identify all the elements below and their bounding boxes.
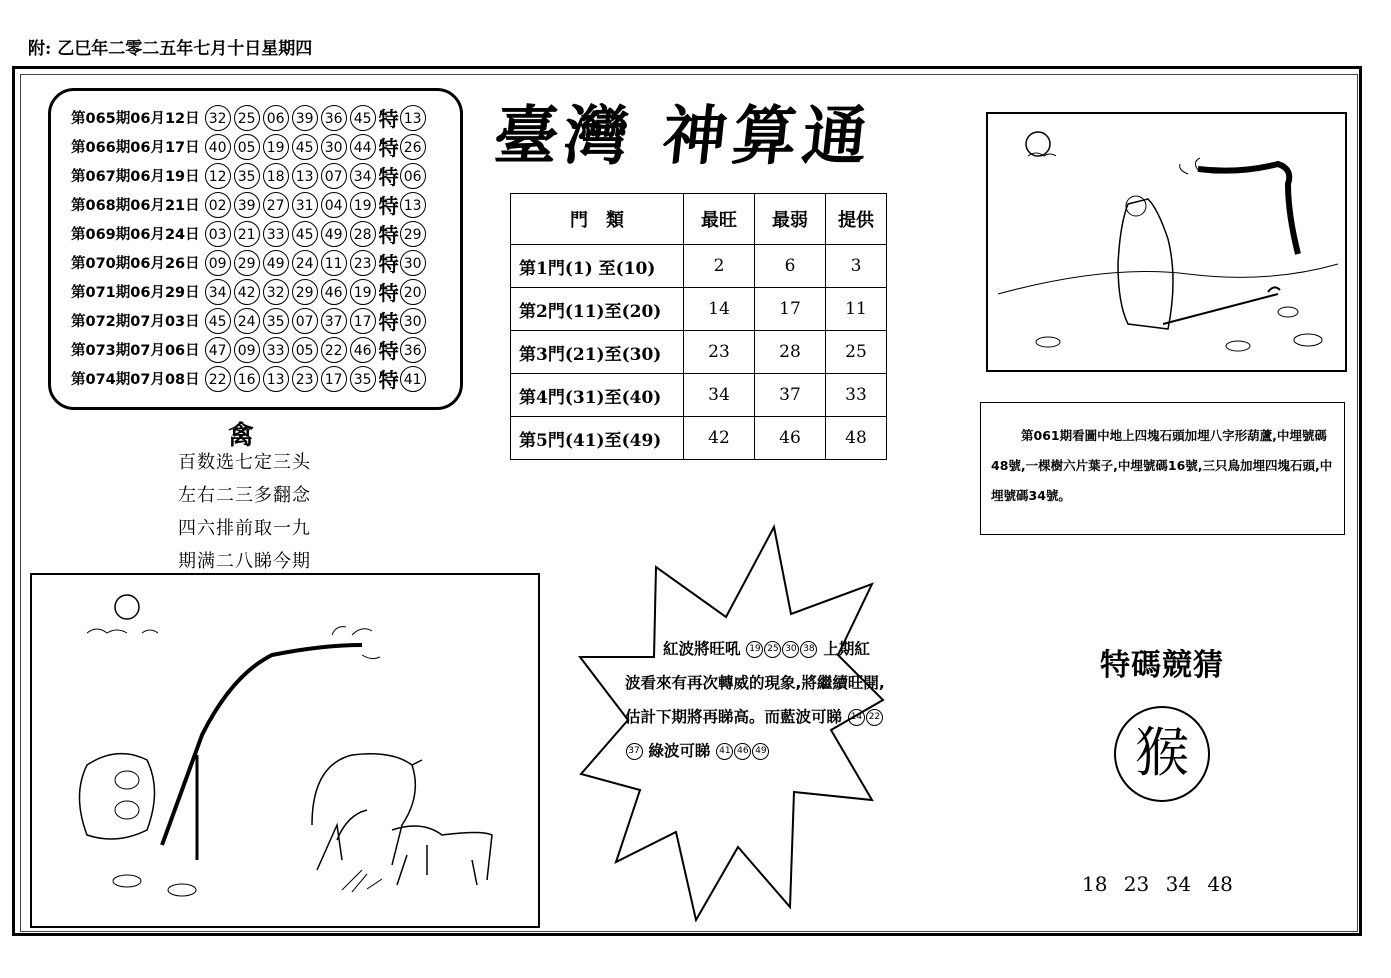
history-row (71, 190, 426, 219)
number-ball: 46 (350, 337, 376, 363)
number-ball: 03 (205, 221, 231, 247)
gate-min: 17 (755, 288, 826, 331)
special-label: 特 (378, 281, 399, 305)
number-ball: 45 (205, 308, 231, 334)
number-ball: 34 (350, 163, 376, 189)
goats-illustration (30, 573, 540, 928)
red-number: 30 (782, 641, 799, 658)
history-row (71, 219, 426, 248)
number-ball: 24 (292, 250, 318, 276)
red-number: 19 (746, 641, 763, 658)
header-max: 最旺 (684, 194, 755, 245)
red-number: 38 (800, 641, 817, 658)
starburst-text-3: 綠波可睇 (648, 742, 711, 760)
special-label: 特 (378, 194, 399, 218)
number-ball: 13 (292, 163, 318, 189)
history-row (71, 103, 426, 132)
special-label: 特 (378, 310, 399, 334)
history-row (71, 132, 426, 161)
number-ball: 36 (321, 105, 347, 131)
special-ball: 41 (400, 366, 426, 392)
table-row (511, 288, 887, 331)
number-ball: 49 (263, 250, 289, 276)
number-ball: 29 (292, 279, 318, 305)
number-ball: 21 (234, 221, 260, 247)
number-ball: 45 (292, 134, 318, 160)
green-number: 49 (752, 743, 769, 760)
gate-give: 33 (826, 374, 887, 417)
monk-illustration (986, 112, 1347, 372)
gate-min: 37 (755, 374, 826, 417)
number-ball: 19 (350, 192, 376, 218)
number-ball: 12 (205, 163, 231, 189)
special-ball: 13 (400, 192, 426, 218)
poem-line: 左右二三多翻念 (178, 485, 311, 506)
zodiac-circle: 猴 (1114, 706, 1210, 802)
table-row (511, 331, 887, 374)
history-row (71, 277, 426, 306)
number-ball: 35 (234, 163, 260, 189)
gate-max: 23 (684, 331, 755, 374)
number-ball: 44 (350, 134, 376, 160)
number-ball: 17 (321, 366, 347, 392)
green-number: 41 (716, 743, 733, 760)
header-category: 門 類 (511, 194, 684, 245)
number-ball: 35 (263, 308, 289, 334)
starburst-text-2: 上期紅波看來有再次轉威的現象,將繼續旺開,估計下期將再睇高。而藍波可睇 (625, 640, 885, 726)
gate-name: 第5門(41)至(49) (511, 417, 684, 460)
gate-name: 第4門(31)至(40) (511, 374, 684, 417)
special-label: 特 (378, 107, 399, 131)
number-ball: 16 (234, 366, 260, 392)
gate-give: 48 (826, 417, 887, 460)
number-ball: 23 (350, 250, 376, 276)
gate-max: 42 (684, 417, 755, 460)
number-ball: 28 (350, 221, 376, 247)
gate-name: 第1門(1) 至(10) (511, 245, 684, 288)
number-ball: 45 (292, 221, 318, 247)
number-ball: 46 (321, 279, 347, 305)
number-ball: 19 (350, 279, 376, 305)
number-ball: 05 (292, 337, 318, 363)
number-ball: 22 (321, 337, 347, 363)
table-row (511, 245, 887, 288)
blue-number: 37 (626, 743, 643, 760)
draw-label: 第068期06月21日 (71, 198, 200, 214)
gate-give: 11 (826, 288, 887, 331)
gate-max: 2 (684, 245, 755, 288)
note-text: 第061期看圖中地上四塊石頭加埋八字形葫蘆,中埋號碼48號,一棵樹六片葉子,中埋號碼16號,三只鳥加埋四塊石頭,中埋號碼34號。 (991, 428, 1333, 503)
green-numbers (716, 742, 770, 760)
special-label: 特 (378, 165, 399, 189)
number-ball: 30 (321, 134, 347, 160)
draw-label: 第070期06月26日 (71, 256, 200, 272)
special-ball: 30 (400, 250, 426, 276)
number-ball: 09 (205, 250, 231, 276)
header-date: 附: 乙巳年二零二五年七月十日星期四 (28, 39, 313, 59)
number-ball: 31 (292, 192, 318, 218)
green-number: 46 (734, 743, 751, 760)
special-label: 特 (378, 252, 399, 276)
gate-give: 3 (826, 245, 887, 288)
special-label: 特 (378, 368, 399, 392)
table-row (511, 417, 887, 460)
gate-give: 25 (826, 331, 887, 374)
special-ball: 13 (400, 105, 426, 131)
gate-min: 46 (755, 417, 826, 460)
red-number: 25 (764, 641, 781, 658)
number-ball: 33 (263, 337, 289, 363)
special-label: 特 (378, 223, 399, 247)
number-ball: 39 (234, 192, 260, 218)
number-ball: 18 (263, 163, 289, 189)
number-ball: 45 (350, 105, 376, 131)
number-ball: 11 (321, 250, 347, 276)
monk-drawing (988, 114, 1345, 370)
number-ball: 33 (263, 221, 289, 247)
number-ball: 25 (234, 105, 260, 131)
table-row (511, 374, 887, 417)
number-ball: 17 (350, 308, 376, 334)
number-ball: 13 (263, 366, 289, 392)
header-min: 最弱 (755, 194, 826, 245)
number-ball: 35 (350, 366, 376, 392)
special-ball: 20 (400, 279, 426, 305)
draw-label: 第073期07月06日 (71, 343, 200, 359)
draw-label: 第071期06月29日 (71, 285, 200, 301)
number-ball: 05 (234, 134, 260, 160)
gate-min: 28 (755, 331, 826, 374)
history-results (48, 88, 463, 410)
page-title: 臺灣 神算通 (490, 99, 877, 174)
special-label: 特 (378, 136, 399, 160)
blue-number: 22 (866, 709, 883, 726)
special-label: 特 (378, 339, 399, 363)
guess-title: 特碼競猜 (1100, 648, 1224, 683)
special-ball: 36 (400, 337, 426, 363)
history-row (71, 364, 426, 393)
number-ball: 22 (205, 366, 231, 392)
number-ball: 19 (263, 134, 289, 160)
blue-number: 14 (848, 709, 865, 726)
history-row (71, 306, 426, 335)
number-ball: 07 (321, 163, 347, 189)
gate-max: 14 (684, 288, 755, 331)
number-ball: 37 (321, 308, 347, 334)
number-ball: 42 (234, 279, 260, 305)
draw-label: 第067期06月19日 (71, 169, 200, 185)
starburst-text (625, 632, 885, 768)
number-ball: 06 (263, 105, 289, 131)
gate-min: 6 (755, 245, 826, 288)
special-ball: 26 (400, 134, 426, 160)
gate-name: 第3門(21)至(30) (511, 331, 684, 374)
gate-table (510, 193, 887, 460)
gate-max: 34 (684, 374, 755, 417)
poem-title: 禽 (228, 421, 255, 451)
special-ball: 30 (400, 308, 426, 334)
draw-label: 第072期07月03日 (71, 314, 200, 330)
poem-line: 百数选七定三头 (178, 452, 311, 473)
draw-label: 第069期06月24日 (71, 227, 200, 243)
number-ball: 02 (205, 192, 231, 218)
red-numbers (746, 640, 823, 658)
number-ball: 40 (205, 134, 231, 160)
number-ball: 24 (234, 308, 260, 334)
poem-line: 期满二八睇今期 (178, 551, 311, 572)
number-ball: 09 (234, 337, 260, 363)
number-ball: 49 (321, 221, 347, 247)
number-ball: 39 (292, 105, 318, 131)
history-row (71, 248, 426, 277)
number-ball: 34 (205, 279, 231, 305)
number-ball: 04 (321, 192, 347, 218)
gate-name: 第2門(11)至(20) (511, 288, 684, 331)
number-ball: 32 (205, 105, 231, 131)
guess-numbers: 18 23 34 48 (1082, 872, 1233, 896)
starburst-text-1: 紅波將旺吼 (663, 640, 741, 658)
history-row (71, 161, 426, 190)
note-box (980, 402, 1345, 535)
draw-label: 第074期07月08日 (71, 372, 200, 388)
header-give: 提供 (826, 194, 887, 245)
poem-line: 四六排前取一九 (178, 518, 311, 539)
number-ball: 23 (292, 366, 318, 392)
number-ball: 07 (292, 308, 318, 334)
draw-label: 第066期06月17日 (71, 140, 200, 156)
number-ball: 29 (234, 250, 260, 276)
table-header-row (511, 194, 887, 245)
draw-label: 第065期06月12日 (71, 111, 200, 127)
goats-drawing (32, 575, 538, 926)
number-ball: 32 (263, 279, 289, 305)
number-ball: 47 (205, 337, 231, 363)
special-ball: 29 (400, 221, 426, 247)
special-ball: 06 (400, 163, 426, 189)
number-ball: 27 (263, 192, 289, 218)
history-row (71, 335, 426, 364)
